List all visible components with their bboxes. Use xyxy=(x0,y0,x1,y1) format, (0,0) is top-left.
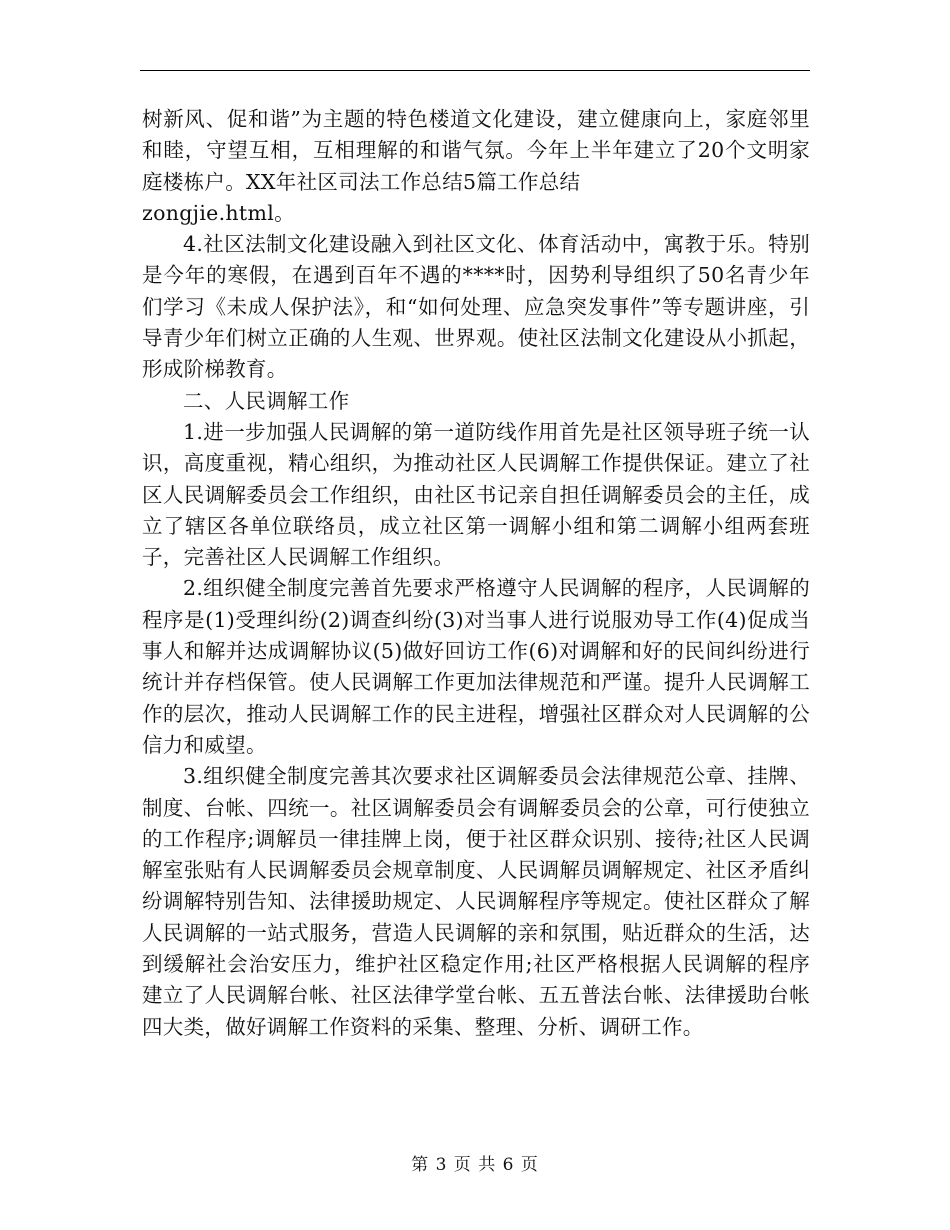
paragraph-item-3: 3.组织健全制度完善其次要求社区调解委员会法律规范公章、挂牌、制度、台帐、四统一。社区调解委员会有调解委员会的公章，可行使独立的工作程序;调解员一律挂牌上岗，便于社区群众识别、接待;社区人民调解室张贴有人民调解委员会规章制度、人民调解员调解规定、社区矛盾纠纷调解特别告知、法律援助规定、人民调解程序等规定。使社区群众了解人民调解的一站式服务，营造人民调解的亲和氛围，贴近群众的生活，达到缓解社会治安压力，维护社区稳定作用;社区严格根据人民调解的程序建立了人民调解台帐、社区法律学堂台帐、五五普法台帐、法律援助台帐四大类，做好调解工作资料的采集、整理、分析、调研工作。 xyxy=(142,764,810,1039)
header-rule xyxy=(140,70,810,71)
paragraph-item-1: 1.进一步加强人民调解的第一道防线作用首先是社区领导班子统一认识，高度重视，精心组织，为推动社区人民调解工作提供保证。建立了社区人民调解委员会工作组织，由社区书记亲自担任调解委员会的主任，成立了辖区各单位联络员，成立社区第一调解小组和第二调解小组两套班子，完善社区人民调解工作组织。 xyxy=(142,419,810,570)
section-heading-mediation: 二、人民调解工作 xyxy=(183,388,350,413)
document-body xyxy=(142,104,810,1043)
page-number-footer: 第 3 页 共 6 页 xyxy=(411,1155,539,1175)
paragraph-link-fragment: zongjie.html。 xyxy=(142,200,295,225)
paragraph-item-4: 4.社区法制文化建设融入到社区文化、体育活动中，寓教于乐。特别是今年的寒假，在遇到百年不遇的****时，因势利导组织了50名青少年们学习《未成人保护法》，和“如何处理、应急突发事件”等专题讲座，引导青少年们树立正确的人生观、世界观。使社区法制文化建设从小抓起，形成阶梯教育。 xyxy=(142,232,810,382)
paragraph-continuation: 树新风、促和谐”为主题的特色楼道文化建设，建立健康向上，家庭邻里和睦，守望互相，互相理解的和谐气氛。今年上半年建立了20个文明家庭楼栋户。XX年社区司法工作总结5篇工作总结 xyxy=(142,107,810,194)
paragraph-item-2: 2.组织健全制度完善首先要求严格遵守人民调解的程序，人民调解的程序是(1)受理纠纷(2)调查纠纷(3)对当事人进行说服劝导工作(4)促成当事人和解并达成调解协议(5)做好回访工作(6)对调解和好的民间纠纷进行统计并存档保管。使人民调解工作更加法律规范和严谨。提升人民调解工作的层次，推动人民调解工作的民主进程，增强社区群众对人民调解的公信力和威望。 xyxy=(142,576,810,757)
